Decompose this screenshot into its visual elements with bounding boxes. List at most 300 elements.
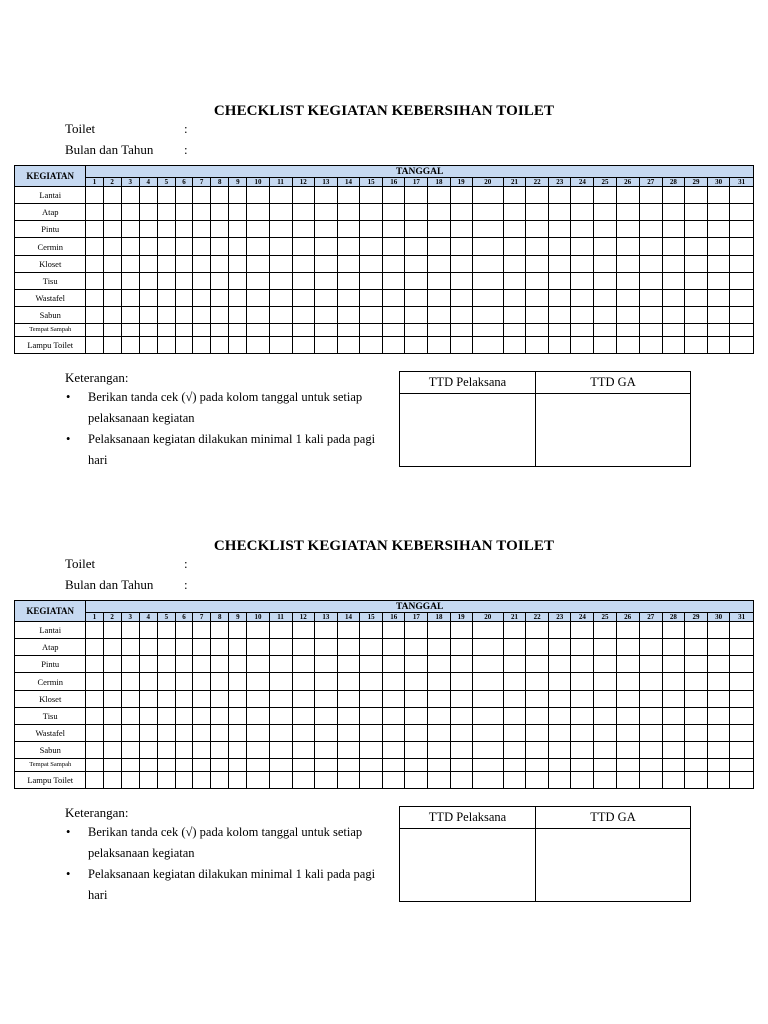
check-cell[interactable] bbox=[103, 204, 121, 221]
check-cell[interactable] bbox=[157, 324, 175, 336]
check-cell[interactable] bbox=[503, 707, 525, 724]
check-cell[interactable] bbox=[139, 639, 157, 656]
check-cell[interactable] bbox=[662, 307, 684, 324]
check-cell[interactable] bbox=[594, 656, 616, 673]
check-cell[interactable] bbox=[428, 639, 450, 656]
check-cell[interactable] bbox=[383, 673, 405, 690]
check-cell[interactable] bbox=[594, 307, 616, 324]
check-cell[interactable] bbox=[86, 759, 103, 771]
check-cell[interactable] bbox=[121, 759, 139, 771]
check-cell[interactable] bbox=[86, 742, 103, 759]
check-cell[interactable] bbox=[86, 336, 103, 353]
check-cell[interactable] bbox=[616, 690, 639, 707]
check-cell[interactable] bbox=[616, 759, 639, 771]
check-cell[interactable] bbox=[450, 187, 472, 204]
check-cell[interactable] bbox=[292, 324, 314, 336]
check-cell[interactable] bbox=[616, 656, 639, 673]
check-cell[interactable] bbox=[229, 656, 247, 673]
check-cell[interactable] bbox=[639, 742, 662, 759]
check-cell[interactable] bbox=[639, 255, 662, 272]
check-cell[interactable] bbox=[428, 724, 450, 741]
check-cell[interactable] bbox=[684, 656, 707, 673]
check-cell[interactable] bbox=[526, 622, 549, 639]
check-cell[interactable] bbox=[549, 336, 571, 353]
check-cell[interactable] bbox=[269, 656, 292, 673]
check-cell[interactable] bbox=[247, 221, 269, 238]
check-cell[interactable] bbox=[314, 307, 337, 324]
check-cell[interactable] bbox=[139, 707, 157, 724]
check-cell[interactable] bbox=[229, 771, 247, 788]
check-cell[interactable] bbox=[526, 289, 549, 306]
check-cell[interactable] bbox=[428, 622, 450, 639]
check-cell[interactable] bbox=[503, 272, 525, 289]
check-cell[interactable] bbox=[337, 221, 359, 238]
check-cell[interactable] bbox=[616, 771, 639, 788]
check-cell[interactable] bbox=[269, 690, 292, 707]
check-cell[interactable] bbox=[157, 639, 175, 656]
check-cell[interactable] bbox=[639, 336, 662, 353]
check-cell[interactable] bbox=[337, 639, 359, 656]
check-cell[interactable] bbox=[526, 639, 549, 656]
check-cell[interactable] bbox=[616, 639, 639, 656]
check-cell[interactable] bbox=[405, 707, 428, 724]
check-cell[interactable] bbox=[121, 673, 139, 690]
check-cell[interactable] bbox=[211, 707, 229, 724]
check-cell[interactable] bbox=[157, 742, 175, 759]
check-cell[interactable] bbox=[684, 639, 707, 656]
check-cell[interactable] bbox=[247, 336, 269, 353]
check-cell[interactable] bbox=[594, 759, 616, 771]
check-cell[interactable] bbox=[503, 656, 525, 673]
check-cell[interactable] bbox=[269, 221, 292, 238]
check-cell[interactable] bbox=[175, 221, 192, 238]
check-cell[interactable] bbox=[175, 771, 192, 788]
check-cell[interactable] bbox=[337, 690, 359, 707]
check-cell[interactable] bbox=[526, 307, 549, 324]
check-cell[interactable] bbox=[428, 771, 450, 788]
check-cell[interactable] bbox=[337, 255, 359, 272]
check-cell[interactable] bbox=[549, 221, 571, 238]
check-cell[interactable] bbox=[526, 771, 549, 788]
check-cell[interactable] bbox=[86, 187, 103, 204]
check-cell[interactable] bbox=[639, 622, 662, 639]
check-cell[interactable] bbox=[292, 204, 314, 221]
check-cell[interactable] bbox=[616, 307, 639, 324]
check-cell[interactable] bbox=[684, 255, 707, 272]
check-cell[interactable] bbox=[450, 622, 472, 639]
check-cell[interactable] bbox=[360, 771, 383, 788]
check-cell[interactable] bbox=[314, 622, 337, 639]
check-cell[interactable] bbox=[103, 639, 121, 656]
check-cell[interactable] bbox=[503, 742, 525, 759]
check-cell[interactable] bbox=[229, 622, 247, 639]
check-cell[interactable] bbox=[229, 673, 247, 690]
check-cell[interactable] bbox=[86, 221, 103, 238]
check-cell[interactable] bbox=[503, 221, 525, 238]
check-cell[interactable] bbox=[616, 324, 639, 336]
check-cell[interactable] bbox=[175, 759, 192, 771]
check-cell[interactable] bbox=[503, 639, 525, 656]
check-cell[interactable] bbox=[450, 238, 472, 255]
check-cell[interactable] bbox=[292, 289, 314, 306]
check-cell[interactable] bbox=[708, 255, 730, 272]
check-cell[interactable] bbox=[616, 289, 639, 306]
check-cell[interactable] bbox=[594, 221, 616, 238]
check-cell[interactable] bbox=[121, 307, 139, 324]
check-cell[interactable] bbox=[337, 673, 359, 690]
check-cell[interactable] bbox=[175, 707, 192, 724]
check-cell[interactable] bbox=[405, 221, 428, 238]
check-cell[interactable] bbox=[594, 724, 616, 741]
check-cell[interactable] bbox=[157, 707, 175, 724]
check-cell[interactable] bbox=[594, 255, 616, 272]
check-cell[interactable] bbox=[616, 187, 639, 204]
check-cell[interactable] bbox=[594, 289, 616, 306]
check-cell[interactable] bbox=[526, 759, 549, 771]
check-cell[interactable] bbox=[247, 307, 269, 324]
check-cell[interactable] bbox=[121, 238, 139, 255]
check-cell[interactable] bbox=[549, 187, 571, 204]
check-cell[interactable] bbox=[175, 336, 192, 353]
check-cell[interactable] bbox=[360, 204, 383, 221]
check-cell[interactable] bbox=[193, 238, 211, 255]
check-cell[interactable] bbox=[616, 221, 639, 238]
check-cell[interactable] bbox=[405, 742, 428, 759]
check-cell[interactable] bbox=[360, 690, 383, 707]
check-cell[interactable] bbox=[405, 204, 428, 221]
check-cell[interactable] bbox=[139, 656, 157, 673]
check-cell[interactable] bbox=[684, 289, 707, 306]
ttd-ga-signature-box[interactable] bbox=[536, 829, 691, 902]
check-cell[interactable] bbox=[571, 656, 594, 673]
check-cell[interactable] bbox=[639, 673, 662, 690]
check-cell[interactable] bbox=[314, 255, 337, 272]
check-cell[interactable] bbox=[269, 742, 292, 759]
check-cell[interactable] bbox=[247, 707, 269, 724]
check-cell[interactable] bbox=[549, 307, 571, 324]
check-cell[interactable] bbox=[594, 673, 616, 690]
check-cell[interactable] bbox=[526, 238, 549, 255]
check-cell[interactable] bbox=[405, 656, 428, 673]
check-cell[interactable] bbox=[549, 759, 571, 771]
check-cell[interactable] bbox=[639, 724, 662, 741]
check-cell[interactable] bbox=[292, 272, 314, 289]
check-cell[interactable] bbox=[314, 221, 337, 238]
check-cell[interactable] bbox=[684, 707, 707, 724]
check-cell[interactable] bbox=[503, 673, 525, 690]
check-cell[interactable] bbox=[211, 639, 229, 656]
check-cell[interactable] bbox=[450, 690, 472, 707]
check-cell[interactable] bbox=[526, 204, 549, 221]
check-cell[interactable] bbox=[247, 690, 269, 707]
check-cell[interactable] bbox=[269, 673, 292, 690]
check-cell[interactable] bbox=[571, 622, 594, 639]
check-cell[interactable] bbox=[121, 622, 139, 639]
check-cell[interactable] bbox=[247, 324, 269, 336]
check-cell[interactable] bbox=[662, 656, 684, 673]
check-cell[interactable] bbox=[157, 307, 175, 324]
check-cell[interactable] bbox=[662, 724, 684, 741]
check-cell[interactable] bbox=[571, 673, 594, 690]
check-cell[interactable] bbox=[472, 707, 503, 724]
check-cell[interactable] bbox=[662, 771, 684, 788]
check-cell[interactable] bbox=[616, 255, 639, 272]
check-cell[interactable] bbox=[103, 324, 121, 336]
check-cell[interactable] bbox=[157, 656, 175, 673]
check-cell[interactable] bbox=[383, 221, 405, 238]
check-cell[interactable] bbox=[175, 204, 192, 221]
check-cell[interactable] bbox=[571, 759, 594, 771]
check-cell[interactable] bbox=[193, 724, 211, 741]
check-cell[interactable] bbox=[103, 656, 121, 673]
check-cell[interactable] bbox=[503, 622, 525, 639]
check-cell[interactable] bbox=[594, 204, 616, 221]
check-cell[interactable] bbox=[662, 187, 684, 204]
check-cell[interactable] bbox=[639, 324, 662, 336]
check-cell[interactable] bbox=[730, 272, 754, 289]
check-cell[interactable] bbox=[360, 673, 383, 690]
check-cell[interactable] bbox=[730, 221, 754, 238]
check-cell[interactable] bbox=[229, 724, 247, 741]
check-cell[interactable] bbox=[314, 771, 337, 788]
check-cell[interactable] bbox=[571, 707, 594, 724]
check-cell[interactable] bbox=[383, 336, 405, 353]
check-cell[interactable] bbox=[157, 238, 175, 255]
check-cell[interactable] bbox=[193, 639, 211, 656]
check-cell[interactable] bbox=[269, 707, 292, 724]
check-cell[interactable] bbox=[269, 187, 292, 204]
check-cell[interactable] bbox=[526, 221, 549, 238]
check-cell[interactable] bbox=[708, 759, 730, 771]
check-cell[interactable] bbox=[247, 187, 269, 204]
check-cell[interactable] bbox=[383, 307, 405, 324]
check-cell[interactable] bbox=[549, 690, 571, 707]
check-cell[interactable] bbox=[549, 656, 571, 673]
check-cell[interactable] bbox=[103, 238, 121, 255]
check-cell[interactable] bbox=[175, 307, 192, 324]
check-cell[interactable] bbox=[86, 622, 103, 639]
check-cell[interactable] bbox=[730, 690, 754, 707]
check-cell[interactable] bbox=[211, 238, 229, 255]
check-cell[interactable] bbox=[292, 759, 314, 771]
check-cell[interactable] bbox=[708, 771, 730, 788]
check-cell[interactable] bbox=[428, 307, 450, 324]
check-cell[interactable] bbox=[684, 324, 707, 336]
check-cell[interactable] bbox=[292, 656, 314, 673]
check-cell[interactable] bbox=[247, 622, 269, 639]
check-cell[interactable] bbox=[662, 221, 684, 238]
check-cell[interactable] bbox=[571, 289, 594, 306]
check-cell[interactable] bbox=[211, 724, 229, 741]
check-cell[interactable] bbox=[526, 336, 549, 353]
check-cell[interactable] bbox=[247, 255, 269, 272]
check-cell[interactable] bbox=[193, 289, 211, 306]
check-cell[interactable] bbox=[229, 742, 247, 759]
check-cell[interactable] bbox=[314, 656, 337, 673]
check-cell[interactable] bbox=[175, 742, 192, 759]
check-cell[interactable] bbox=[639, 187, 662, 204]
check-cell[interactable] bbox=[337, 289, 359, 306]
check-cell[interactable] bbox=[121, 690, 139, 707]
check-cell[interactable] bbox=[103, 742, 121, 759]
check-cell[interactable] bbox=[405, 639, 428, 656]
check-cell[interactable] bbox=[139, 187, 157, 204]
check-cell[interactable] bbox=[639, 690, 662, 707]
check-cell[interactable] bbox=[730, 324, 754, 336]
check-cell[interactable] bbox=[211, 204, 229, 221]
check-cell[interactable] bbox=[103, 707, 121, 724]
check-cell[interactable] bbox=[103, 307, 121, 324]
check-cell[interactable] bbox=[383, 289, 405, 306]
check-cell[interactable] bbox=[383, 707, 405, 724]
check-cell[interactable] bbox=[360, 324, 383, 336]
check-cell[interactable] bbox=[405, 187, 428, 204]
check-cell[interactable] bbox=[472, 238, 503, 255]
check-cell[interactable] bbox=[428, 221, 450, 238]
check-cell[interactable] bbox=[86, 690, 103, 707]
check-cell[interactable] bbox=[405, 238, 428, 255]
check-cell[interactable] bbox=[503, 771, 525, 788]
check-cell[interactable] bbox=[139, 324, 157, 336]
check-cell[interactable] bbox=[175, 724, 192, 741]
check-cell[interactable] bbox=[337, 324, 359, 336]
check-cell[interactable] bbox=[139, 622, 157, 639]
check-cell[interactable] bbox=[571, 221, 594, 238]
check-cell[interactable] bbox=[229, 289, 247, 306]
check-cell[interactable] bbox=[428, 656, 450, 673]
check-cell[interactable] bbox=[450, 759, 472, 771]
check-cell[interactable] bbox=[662, 289, 684, 306]
check-cell[interactable] bbox=[103, 221, 121, 238]
check-cell[interactable] bbox=[730, 759, 754, 771]
check-cell[interactable] bbox=[193, 336, 211, 353]
check-cell[interactable] bbox=[337, 707, 359, 724]
check-cell[interactable] bbox=[450, 255, 472, 272]
check-cell[interactable] bbox=[549, 289, 571, 306]
check-cell[interactable] bbox=[211, 771, 229, 788]
check-cell[interactable] bbox=[157, 255, 175, 272]
check-cell[interactable] bbox=[428, 272, 450, 289]
check-cell[interactable] bbox=[730, 656, 754, 673]
check-cell[interactable] bbox=[86, 204, 103, 221]
check-cell[interactable] bbox=[360, 707, 383, 724]
check-cell[interactable] bbox=[472, 324, 503, 336]
check-cell[interactable] bbox=[103, 673, 121, 690]
check-cell[interactable] bbox=[684, 771, 707, 788]
check-cell[interactable] bbox=[450, 221, 472, 238]
check-cell[interactable] bbox=[571, 324, 594, 336]
check-cell[interactable] bbox=[229, 324, 247, 336]
check-cell[interactable] bbox=[139, 272, 157, 289]
check-cell[interactable] bbox=[314, 707, 337, 724]
check-cell[interactable] bbox=[292, 724, 314, 741]
check-cell[interactable] bbox=[503, 204, 525, 221]
check-cell[interactable] bbox=[193, 307, 211, 324]
check-cell[interactable] bbox=[450, 639, 472, 656]
check-cell[interactable] bbox=[571, 238, 594, 255]
check-cell[interactable] bbox=[428, 289, 450, 306]
check-cell[interactable] bbox=[229, 707, 247, 724]
check-cell[interactable] bbox=[103, 771, 121, 788]
check-cell[interactable] bbox=[549, 204, 571, 221]
check-cell[interactable] bbox=[121, 639, 139, 656]
check-cell[interactable] bbox=[103, 622, 121, 639]
check-cell[interactable] bbox=[594, 742, 616, 759]
check-cell[interactable] bbox=[337, 187, 359, 204]
check-cell[interactable] bbox=[337, 336, 359, 353]
check-cell[interactable] bbox=[269, 289, 292, 306]
check-cell[interactable] bbox=[211, 289, 229, 306]
check-cell[interactable] bbox=[86, 707, 103, 724]
check-cell[interactable] bbox=[121, 187, 139, 204]
check-cell[interactable] bbox=[211, 221, 229, 238]
check-cell[interactable] bbox=[428, 255, 450, 272]
check-cell[interactable] bbox=[383, 622, 405, 639]
check-cell[interactable] bbox=[472, 622, 503, 639]
check-cell[interactable] bbox=[428, 673, 450, 690]
check-cell[interactable] bbox=[639, 307, 662, 324]
check-cell[interactable] bbox=[639, 639, 662, 656]
check-cell[interactable] bbox=[360, 289, 383, 306]
check-cell[interactable] bbox=[269, 639, 292, 656]
check-cell[interactable] bbox=[247, 639, 269, 656]
check-cell[interactable] bbox=[211, 673, 229, 690]
check-cell[interactable] bbox=[684, 673, 707, 690]
check-cell[interactable] bbox=[292, 742, 314, 759]
check-cell[interactable] bbox=[639, 238, 662, 255]
check-cell[interactable] bbox=[472, 221, 503, 238]
check-cell[interactable] bbox=[229, 272, 247, 289]
check-cell[interactable] bbox=[314, 204, 337, 221]
check-cell[interactable] bbox=[211, 690, 229, 707]
check-cell[interactable] bbox=[175, 622, 192, 639]
check-cell[interactable] bbox=[121, 771, 139, 788]
check-cell[interactable] bbox=[103, 336, 121, 353]
check-cell[interactable] bbox=[383, 272, 405, 289]
check-cell[interactable] bbox=[450, 707, 472, 724]
check-cell[interactable] bbox=[594, 336, 616, 353]
check-cell[interactable] bbox=[121, 204, 139, 221]
check-cell[interactable] bbox=[684, 307, 707, 324]
check-cell[interactable] bbox=[383, 324, 405, 336]
check-cell[interactable] bbox=[121, 255, 139, 272]
check-cell[interactable] bbox=[571, 204, 594, 221]
check-cell[interactable] bbox=[594, 690, 616, 707]
check-cell[interactable] bbox=[314, 690, 337, 707]
check-cell[interactable] bbox=[472, 759, 503, 771]
check-cell[interactable] bbox=[503, 724, 525, 741]
check-cell[interactable] bbox=[549, 255, 571, 272]
check-cell[interactable] bbox=[103, 272, 121, 289]
check-cell[interactable] bbox=[428, 759, 450, 771]
check-cell[interactable] bbox=[684, 724, 707, 741]
check-cell[interactable] bbox=[730, 742, 754, 759]
check-cell[interactable] bbox=[247, 771, 269, 788]
check-cell[interactable] bbox=[405, 272, 428, 289]
check-cell[interactable] bbox=[211, 324, 229, 336]
check-cell[interactable] bbox=[139, 742, 157, 759]
check-cell[interactable] bbox=[193, 673, 211, 690]
check-cell[interactable] bbox=[211, 656, 229, 673]
check-cell[interactable] bbox=[639, 707, 662, 724]
check-cell[interactable] bbox=[139, 204, 157, 221]
check-cell[interactable] bbox=[360, 336, 383, 353]
check-cell[interactable] bbox=[549, 673, 571, 690]
check-cell[interactable] bbox=[269, 622, 292, 639]
check-cell[interactable] bbox=[730, 204, 754, 221]
check-cell[interactable] bbox=[594, 272, 616, 289]
check-cell[interactable] bbox=[616, 673, 639, 690]
